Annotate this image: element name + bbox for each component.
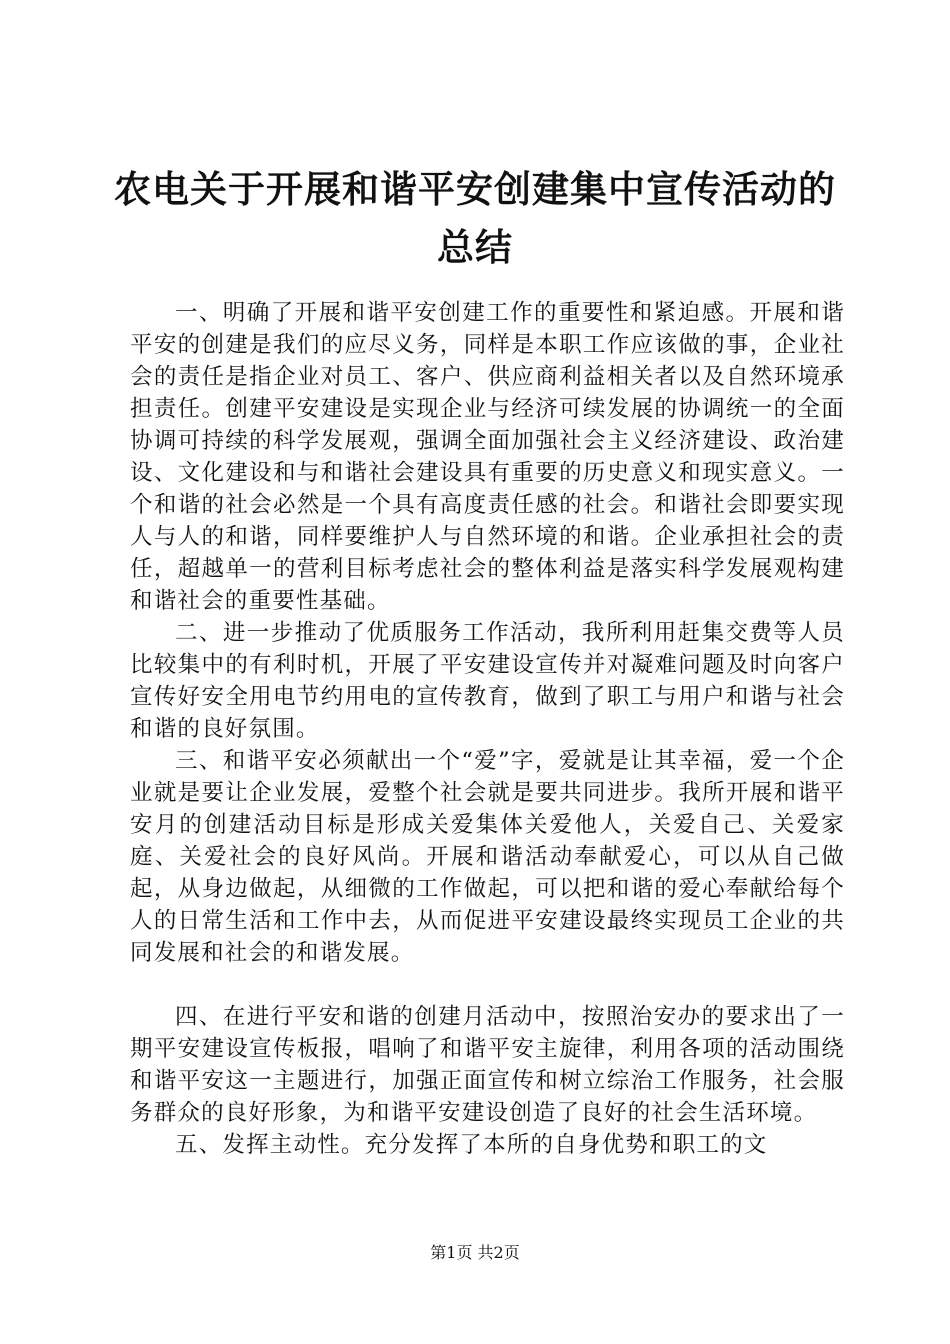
- paragraph-5: 五、发挥主动性。充分发挥了本所的自身优势和职工的文: [175, 1132, 768, 1158]
- document-body: [130, 297, 845, 1161]
- page-number-footer: 第1页 共2页: [430, 1243, 520, 1262]
- document-title: 农电关于开展和谐平安创建集中宣传活动的总结: [114, 167, 836, 269]
- paragraph-3: 三、和谐平安必须献出一个“爱”字，爱就是让其幸福，爱一个企业就是要让企业发展，爱整个社会就是要共同进步。我所开展和谐平安月的创建活动目标是形成关爱集体关爱他人，关爱自己、关爱家庭、关爱社会的良好风尚。开展和谐活动奉献爱心，可以从自己做起，从身边做起，从细微的工作做起，可以把和谐的爱心奉献给每个人的日常生活和工作中去，从而促进平安建设最终实现员工企业的共同发展和社会的和谐发展。: [130, 748, 845, 966]
- paragraph-1: 一、明确了开展和谐平安创建工作的重要性和紧迫感。开展和谐平安的创建是我们的应尽义务，同样是本职工作应该做的事，企业社会的责任是指企业对员工、客户、供应商利益相关者以及自然环境承担责任。创建平安建设是实现企业与经济可续发展的协调统一的全面协调可持续的科学发展观，强调全面加强社会主义经济建设、政治建设、文化建设和与和谐社会建设具有重要的历史意义和现实意义。一个和谐的社会必然是一个具有高度责任感的社会。和谐社会即要实现人与人的和谐，同样要维护人与自然环境的和谐。企业承担社会的责任，超越单一的营利目标考虑社会的整体利益是落实科学发展观构建和谐社会的重要性基础。: [130, 300, 845, 614]
- paragraph-4: 四、在进行平安和谐的创建月活动中，按照治安办的要求出了一期平安建设宣传板报，唱响了和谐平安主旋律，利用各项的活动围绕和谐平安这一主题进行，加强正面宣传和树立综治工作服务，社会服务群众的良好形象，为和谐平安建设创造了良好的社会生活环境。: [130, 1004, 845, 1126]
- paragraph-2: 二、进一步推动了优质服务工作活动，我所利用赶集交费等人员比较集中的有利时机，开展了平安建设宣传并对凝难问题及时向客户宣传好安全用电节约用电的宣传教育，做到了职工与用户和谐与社会和谐的良好氛围。: [130, 620, 845, 742]
